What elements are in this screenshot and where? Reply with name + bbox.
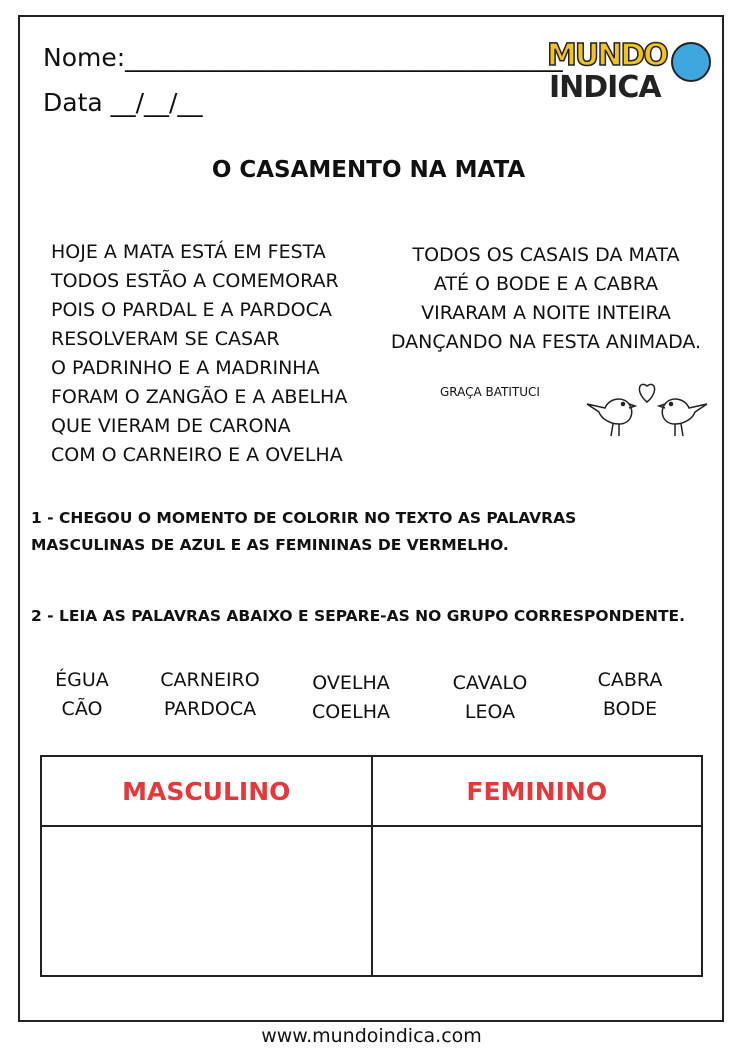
poem-line: DANÇANDO NA FESTA ANIMADA.: [390, 331, 702, 353]
poem-line: RESOLVERAM SE CASAR: [51, 328, 280, 350]
question-1-line2: MASCULINAS DE AZUL E AS FEMININAS DE VERMELHO.: [31, 536, 509, 554]
poem-line: TODOS ESTÃO A COMEMORAR: [51, 270, 339, 292]
word: LEOA: [464, 701, 516, 723]
globe-mascot-icon: [671, 42, 711, 82]
word: CÃO: [61, 698, 103, 720]
logo-line1: MUNDO: [547, 38, 667, 73]
poem-line: COM O CARNEIRO E A OVELHA: [51, 444, 343, 466]
question-1: [31, 505, 576, 559]
page-title: O CASAMENTO NA MATA: [211, 157, 526, 183]
classification-table: [40, 755, 703, 977]
header-masculino: MASCULINO: [41, 756, 372, 826]
poem-line: HOJE A MATA ESTÁ EM FESTA: [51, 241, 326, 263]
word: ÉGUA: [55, 669, 109, 691]
logo-line2: INDICA: [549, 70, 661, 105]
masculino-answer-cell[interactable]: [41, 826, 372, 976]
poem-author: GRAÇA BATITUCI: [440, 385, 540, 399]
question-2: 2 - LEIA AS PALAVRAS ABAIXO E SEPARE-AS NO GRUPO CORRESPONDENTE.: [31, 607, 686, 625]
name-field[interactable]: Nome:___________________________________: [43, 43, 563, 72]
word-group: [150, 666, 270, 724]
poem-line: VIRARAM A NOITE INTEIRA: [421, 302, 671, 324]
poem-line: QUE VIERAM DE CARONA: [51, 415, 291, 437]
poem-line: FORAM O ZANGÃO E A ABELHA: [51, 386, 348, 408]
poem-line: ATÉ O BODE E A CABRA: [433, 273, 659, 295]
word: CAVALO: [452, 672, 528, 694]
word: PARDOCA: [163, 698, 257, 720]
feminino-answer-cell[interactable]: [372, 826, 703, 976]
word: CARNEIRO: [160, 669, 260, 691]
poem-line: TODOS OS CASAIS DA MATA: [412, 244, 680, 266]
logo: [545, 38, 715, 106]
word: COELHA: [311, 701, 391, 723]
footer-url: www.mundoindica.com: [261, 1025, 482, 1047]
word-group: [440, 669, 540, 727]
word-group: [300, 669, 402, 727]
poem-line: POIS O PARDAL E A PARDOCA: [51, 299, 332, 321]
date-field[interactable]: Data __/__/__: [43, 88, 203, 117]
word: OVELHA: [312, 672, 390, 694]
question-1-line1: 1 - CHEGOU O MOMENTO DE COLORIR NO TEXTO AS PALAVRAS: [31, 509, 577, 527]
poem-right: [372, 241, 720, 357]
poem-line: O PADRINHO E A MADRINHA: [51, 357, 320, 379]
header-feminino: FEMININO: [372, 756, 703, 826]
word-group: [40, 666, 124, 724]
birds-heart-icon: [583, 372, 711, 442]
word-group: [580, 666, 680, 724]
word: CABRA: [597, 669, 663, 691]
word: BODE: [602, 698, 658, 720]
poem-left: [51, 238, 347, 470]
